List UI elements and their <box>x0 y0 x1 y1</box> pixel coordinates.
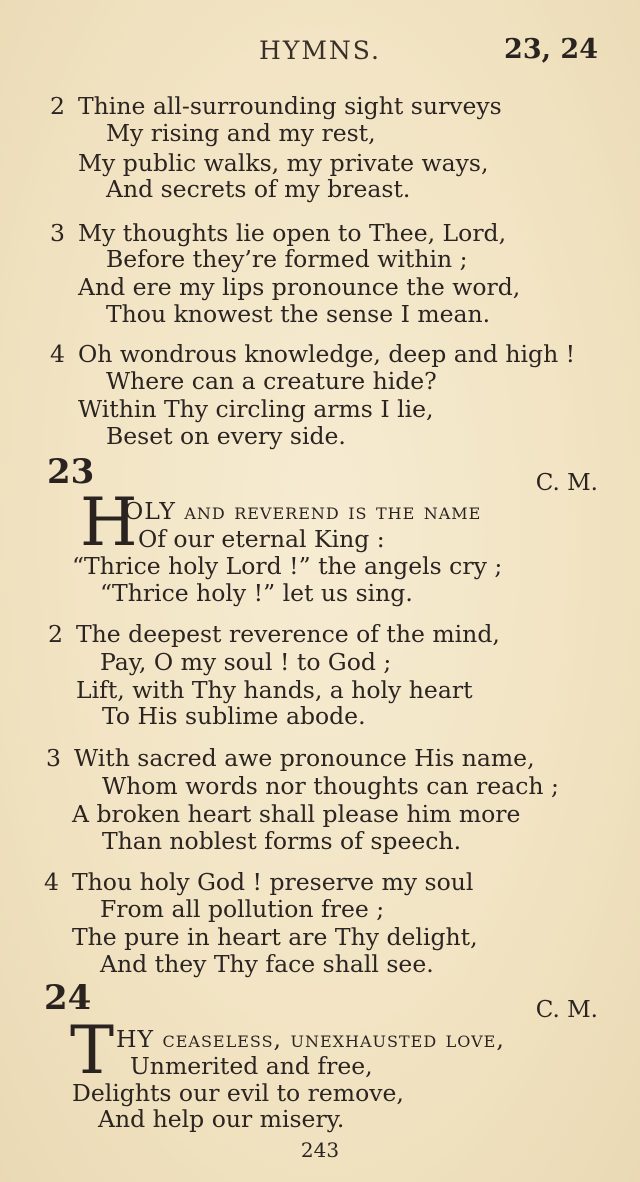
verse-line: Unmerited and free, <box>130 1052 373 1080</box>
verse-line: From all pollution free ; <box>100 895 385 923</box>
verse-line: Before they’re formed within ; <box>106 245 468 273</box>
verse-line: The pure in heart are Thy delight, <box>72 923 478 951</box>
verse-line: 3 My thoughts lie open to Thee, Lord, <box>50 219 507 247</box>
verse-line: Lift, with Thy hands, a holy heart <box>76 676 473 704</box>
verse-line: And help our misery. <box>98 1105 345 1133</box>
meter-label: C. M. <box>535 997 598 1023</box>
verse-line: “Thrice holy Lord !” the angels cry ; <box>72 552 503 580</box>
verse-line: 2 Thine all-surrounding sight surveys <box>50 92 502 120</box>
verse-line: Beset on every side. <box>106 422 346 450</box>
verse-line: Pay, O my soul ! to God ; <box>100 648 392 676</box>
verse-number: 4 <box>44 868 59 896</box>
verse-number: 3 <box>50 219 65 247</box>
drop-cap: T <box>70 1012 115 1089</box>
verse-line: 4 Oh wondrous knowledge, deep and high ! <box>50 340 576 368</box>
page-number: 243 <box>300 1138 340 1162</box>
verse-line: Than noblest forms of speech. <box>102 827 462 855</box>
hymn-number: 24 <box>44 978 92 1018</box>
running-header: HYMNS. <box>259 36 381 65</box>
verse-number: 4 <box>50 340 65 368</box>
verse-line: And they Thy face shall see. <box>100 950 434 978</box>
verse-line: And secrets of my breast. <box>106 175 411 203</box>
verse-line: HY ceaseless, unexhausted love, <box>116 1025 505 1053</box>
verse-number: 2 <box>48 620 63 648</box>
verse-line: OLY and reverend is the name <box>124 497 482 525</box>
hymn-range: 23, 24 <box>504 34 598 65</box>
verse-line: Where can a creature hide? <box>106 367 437 395</box>
verse-line: Delights our evil to remove, <box>72 1079 404 1107</box>
verse-line: My rising and my rest, <box>106 119 376 147</box>
verse-line: Thou knowest the sense I mean. <box>106 300 491 328</box>
verse-line: Whom words nor thoughts can reach ; <box>102 772 559 800</box>
drop-cap: H <box>80 484 138 561</box>
verse-line: 3 With sacred awe pronounce His name, <box>46 744 535 772</box>
verse-line: Within Thy circling arms I lie, <box>78 395 434 423</box>
verse-line: Of our eternal King : <box>138 525 385 553</box>
verse-number: 2 <box>50 92 65 120</box>
verse-line: A broken heart shall please him more <box>72 800 521 828</box>
verse-line: And ere my lips pronounce the word, <box>78 273 521 301</box>
verse-line: To His sublime abode. <box>102 702 366 730</box>
verse-line: 4 Thou holy God ! preserve my soul <box>44 868 474 896</box>
hymn-number: 23 <box>47 452 95 492</box>
meter-label: C. M. <box>535 470 598 496</box>
verse-number: 3 <box>46 744 61 772</box>
verse-line: 2 The deepest reverence of the mind, <box>48 620 500 648</box>
verse-line: My public walks, my private ways, <box>78 149 489 177</box>
verse-line: “Thrice holy !” let us sing. <box>100 579 413 607</box>
